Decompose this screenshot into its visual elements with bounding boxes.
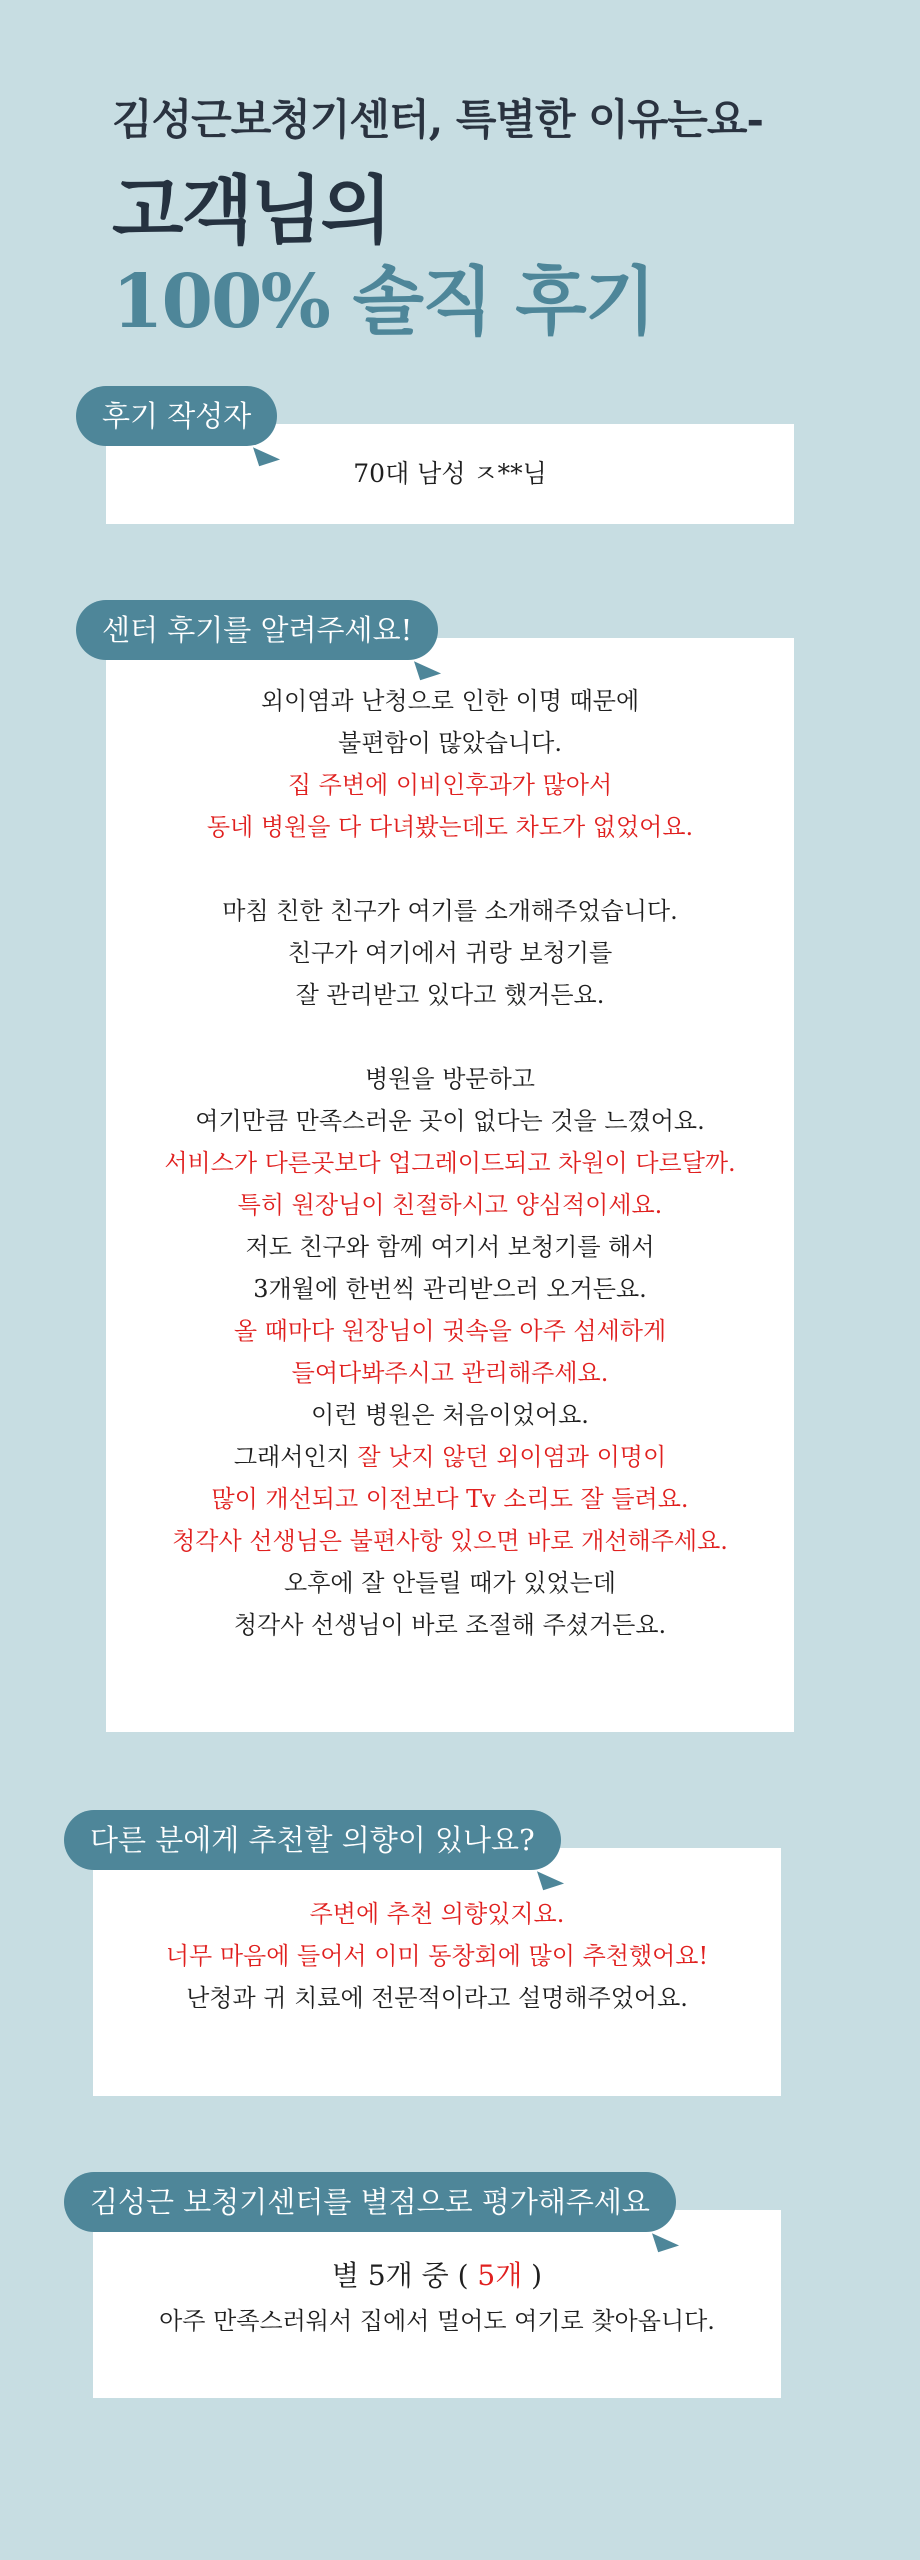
author-tag-label: 후기 작성자 (102, 399, 252, 433)
review-lines (106, 680, 794, 1646)
recommend-tag-label: 다른 분에게 추천할 의향이 있나요? (90, 1823, 535, 1857)
page-title: 고객님의 (112, 168, 390, 254)
rating-comment: 아주 만족스러워서 집에서 멀어도 여기로 찾아옵니다. (159, 2307, 715, 2335)
recommend-card (93, 1848, 781, 2096)
review-spacer (106, 1016, 794, 1058)
review-spacer (106, 848, 794, 890)
rating-tag (64, 2172, 676, 2232)
recommend-tag (64, 1810, 561, 1870)
review-card (106, 638, 794, 1732)
review-line: 집 주변에 이비인후과가 많아서 (287, 771, 613, 799)
review-line: 올 때마다 원장님이 귓속을 아주 섬세하게 (233, 1317, 667, 1345)
review-line: 청각사 선생님이 바로 조절해 주셨거든요. (233, 1611, 667, 1639)
page-header (112, 92, 872, 348)
review-line: 친구가 여기에서 귀랑 보청기를 (287, 939, 613, 967)
author-value: 70대 남성 ㅈ**님 (353, 459, 547, 488)
review-line: 불편함이 많았습니다. (338, 729, 562, 757)
review-line: 들여다봐주시고 관리해주세요. (291, 1359, 609, 1387)
review-line: 3개월에 한번씩 관리받으러 오거든요. (253, 1275, 647, 1303)
review-line: 오후에 잘 안들릴 때가 있었는데 (284, 1569, 616, 1597)
recommend-line: 난청과 귀 치료에 전문적이라고 설명해주었어요. (186, 1984, 688, 2012)
rating-lines (93, 2252, 781, 2342)
review-tag (76, 600, 438, 660)
rating-stars-value: 5개 (477, 2259, 523, 2292)
recommend-line: 주변에 추천 의향있지요. (309, 1900, 565, 1928)
review-line: 마침 친한 친구가 여기를 소개해주었습니다. (222, 897, 678, 925)
review-line: 잘 관리받고 있다고 했거든요. (295, 981, 605, 1009)
review-line: 많이 개선되고 이전보다 Tv 소리도 잘 들려요. (211, 1485, 689, 1513)
rating-tag-label: 김성근 보청기센터를 별점으로 평가해주세요 (90, 2185, 650, 2219)
page-title-highlight: 100% 솔직 후기 (112, 259, 655, 345)
review-tag-label: 센터 후기를 알려주세요! (102, 613, 413, 647)
review-line: 특히 원장님이 친절하시고 양심적이세요. (237, 1191, 663, 1219)
page-subtitle: 김성근보청기센터, 특별한 이유는요- (112, 95, 763, 144)
review-mixed-line (106, 1436, 794, 1478)
recommend-line: 너무 마음에 들어서 이미 동창회에 많이 추천했어요! (165, 1942, 709, 1970)
author-tag (76, 386, 277, 446)
review-line: 동네 병원을 다 다녀봤는데도 차도가 없었어요. (206, 813, 694, 841)
rating-stars (93, 2252, 781, 2300)
recommend-lines (93, 1893, 781, 2019)
rating-stars-prefix: 별 5개 중 ( (331, 2259, 478, 2292)
review-line: 병원을 방문하고 (365, 1065, 535, 1093)
review-line: 서비스가 다른곳보다 업그레이드되고 차원이 다르달까. (164, 1149, 736, 1177)
rating-stars-suffix: ) (522, 2259, 543, 2292)
review-line: 청각사 선생님은 불편사항 있으면 바로 개선해주세요. (172, 1527, 728, 1555)
review-line: 저도 친구와 함께 여기서 보청기를 해서 (245, 1233, 655, 1261)
review-mixed-plain: 그래서인지 (233, 1443, 358, 1471)
review-line: 여기만큼 만족스러운 곳이 없다는 것을 느꼈어요. (195, 1107, 705, 1135)
review-line: 이런 병원은 처음이었어요. (311, 1401, 589, 1429)
review-line: 외이염과 난청으로 인한 이명 때문에 (260, 687, 640, 715)
review-mixed-red: 잘 낫지 않던 외이염과 이명이 (357, 1443, 667, 1471)
